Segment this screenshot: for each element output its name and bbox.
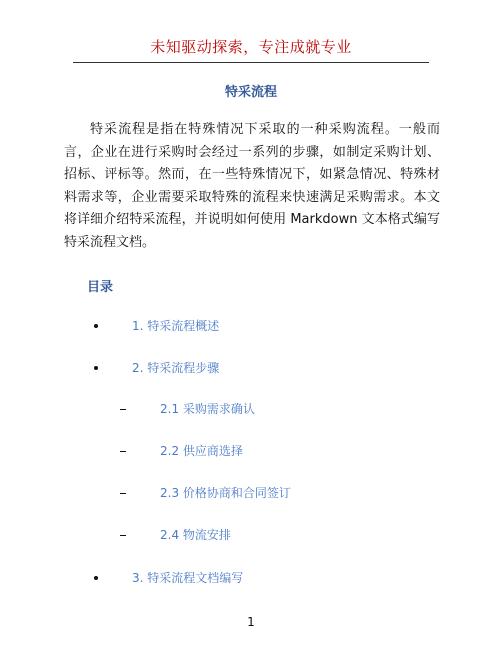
intro-paragraph: 特采流程是指在特殊情况下采取的一种采购流程。一般而言，企业在进行采购时会经过一系列的步骤，如制定采购计划、招标、评标等。然而，在一些特殊情况下，如紧急情况、特殊材料需求等，企业需要采取特殊的流程来快速满足采购需求。本文将详细介绍特采流程，并说明如何使用 Markdown 文本格式编写特采流程文档。 (64, 122, 440, 250)
toc-item-logistics[interactable]: 2.4 物流安排 (160, 528, 231, 542)
bullet-icon (94, 366, 98, 370)
toc-item-steps[interactable]: 2. 特采流程步骤 (132, 361, 220, 375)
bullet-icon (94, 576, 98, 580)
toc-item-overview[interactable]: 1. 特采流程概述 (132, 319, 220, 333)
toc-heading: 目录 (87, 280, 114, 295)
page-number: 1 (247, 615, 255, 629)
bullet-icon (94, 324, 98, 328)
dash-icon (120, 451, 126, 452)
dash-icon (120, 409, 126, 410)
document-title: 特采流程 (224, 85, 277, 100)
toc-item-supplier-selection[interactable]: 2.2 供应商选择 (160, 444, 243, 458)
header-slogan: 未知驱动探索，专注成就专业 (150, 38, 352, 56)
toc-item-price-contract[interactable]: 2.3 价格协商和合同签订 (160, 486, 291, 500)
toc-item-doc-writing[interactable]: 3. 特采流程文档编写 (132, 571, 244, 585)
toc-item-requirement-confirm[interactable]: 2.1 采购需求确认 (160, 402, 255, 416)
dash-icon (120, 535, 126, 536)
dash-icon (120, 493, 126, 494)
header-divider (73, 62, 429, 63)
